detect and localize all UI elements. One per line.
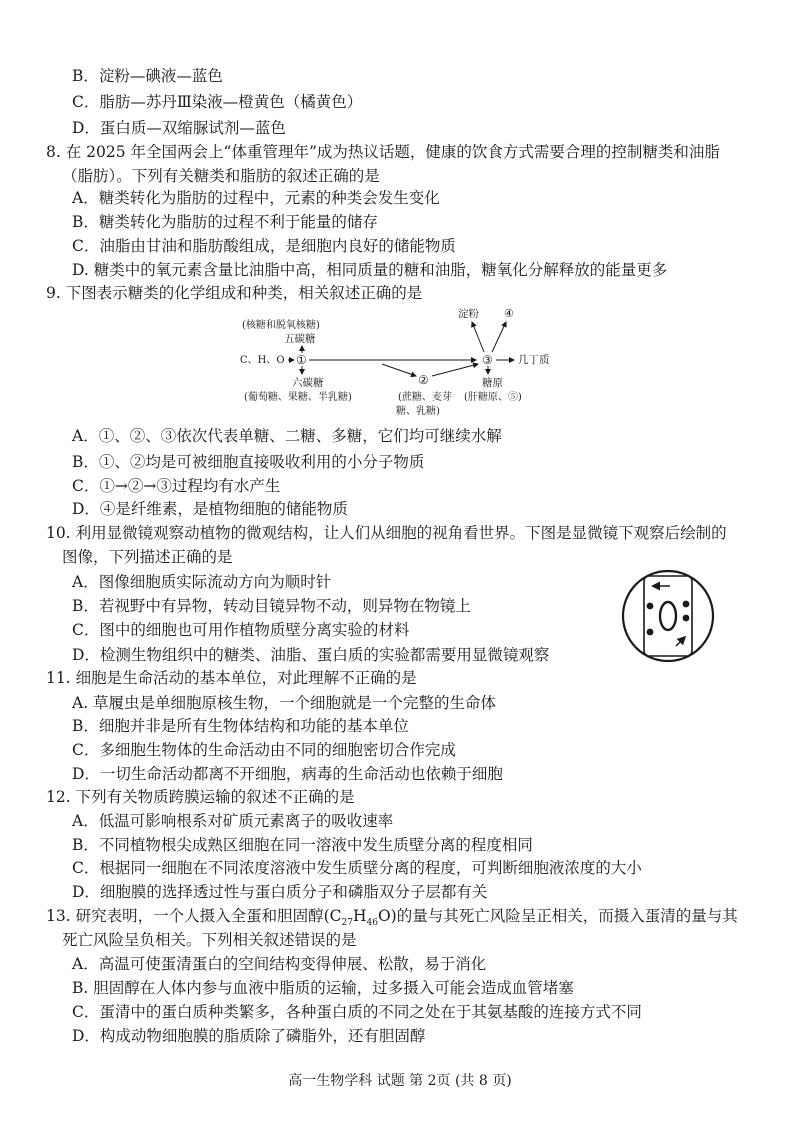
glycogen-label: 糖原 <box>482 377 503 389</box>
q12-option-b: B．不同植物根尖成熟区细胞在同一溶液中发生质壁分离的程度相同 <box>72 836 533 854</box>
disaccharide-detail-line1: (蔗糖、麦芽 <box>398 392 452 403</box>
q10-option-a: A．图像细胞质实际流动方向为顺时针 <box>72 573 332 591</box>
q10-option-b: B．若视野中有异物，转动目镜异物不动，则异物在物镜上 <box>72 597 471 615</box>
q8-option-d: D. 糖类中的氧元素含量比油脂中高，相同质量的糖和油脂，糖氧化分解释放的能量更多 <box>72 261 668 279</box>
field-of-view-circle <box>623 571 713 661</box>
hexose-detail-label: (葡萄糖、果糖、半乳糖) <box>244 392 352 403</box>
q9-stem: 9. 下图表示糖类的化学组成和种类，相关叙述正确的是 <box>46 284 423 302</box>
q12-stem: 12. 下列有关物质跨膜运输的叙述不正确的是 <box>46 788 355 806</box>
q11-option-d: D．一切生命活动都离不开细胞，病毒的生命活动也依赖于细胞 <box>72 765 503 783</box>
q8-stem-line2: （脂肪）。下列有关糖类和脂肪的叙述正确的是 <box>62 167 380 185</box>
q13-option-c: C．蛋清中的蛋白质种类繁多，各种蛋白质的不同之处在于其氨基酸的连接方式不同 <box>72 1003 642 1021</box>
pentose-detail-label: (核糖和脱氧核糖) <box>242 320 320 331</box>
page-footer: 高一生物学科 试题 第 2页 (共 8 页) <box>288 1073 512 1089</box>
q9-option-b: B．①、②均是可被细胞直接吸收利用的小分子物质 <box>72 453 425 471</box>
q11-option-c: C．多细胞生物体的生命活动由不同的细胞密切合作完成 <box>72 741 456 759</box>
node-3: ③ <box>482 353 493 367</box>
q8-option-a: A．糖类转化为脂肪的过程中，元素的种类会发生变化 <box>72 189 440 207</box>
q7-option-b: B．淀粉—碘液—蓝色 <box>72 67 223 85</box>
q9-option-a: A．①、②、③依次代表单糖、二糖、多糖，它们均可继续水解 <box>72 427 502 445</box>
pentose-label: 五碳糖 <box>284 333 316 345</box>
q13-stem-part2: O)的量与其死亡风险呈正相关，而摄入蛋清的量与其 <box>377 907 738 925</box>
q8-option-c: C．油脂由甘油和脂肪酸组成，是细胞内良好的储能物质 <box>72 237 456 255</box>
q13-option-d: D．构成动物细胞膜的脂质除了磷脂外，还有胆固醇 <box>72 1027 426 1045</box>
chitin-label: 几丁质 <box>518 354 550 366</box>
chloroplast <box>683 615 690 622</box>
q13-option-b: B. 胆固醇在人体内参与血液中脂质的运输，过多摄入可能会造成血管堵塞 <box>72 979 574 997</box>
q10-stem-line1: 10. 利用显微镜观察动植物的微观结构，让人们从细胞的视角看世界。下图是显微镜下观察后绘制的 <box>46 524 727 542</box>
vacuole <box>660 602 676 630</box>
q13-stem-part1: 13. 研究表明，一个人摄入全蛋和胆固醇(C <box>46 907 342 925</box>
sugar-classification-diagram <box>232 304 562 422</box>
q12-option-d: D．细胞膜的选择透过性与蛋白质分子和磷脂双分子层都有关 <box>72 883 488 901</box>
q10-option-c: C．图中的细胞也可用作植物质壁分离实验的材料 <box>72 621 410 639</box>
q13-stem-line2: 死亡风险呈负相关。下列相关叙述错误的是 <box>62 931 357 949</box>
microscope-field-figure <box>612 568 724 664</box>
formula-h: H <box>352 907 367 925</box>
chloroplast <box>647 629 654 636</box>
q10-option-d: D．检测生物组织中的糖类、油脂、蛋白质的实验都需要用显微镜观察 <box>72 646 550 664</box>
starch-label: 淀粉 <box>458 308 479 320</box>
q11-stem: 11. 细胞是生命活动的基本单位，对此理解不正确的是 <box>46 669 417 687</box>
q12-option-a: A．低温可影响根系对矿质元素离子的吸收速率 <box>72 812 394 830</box>
chloroplast <box>683 601 690 608</box>
q7-option-d: D．蛋白质—双缩脲试剂—蓝色 <box>72 119 286 137</box>
node-2: ② <box>418 373 429 387</box>
q11-option-a: A. 草履虫是单细胞原核生物，一个细胞就是一个完整的生命体 <box>72 694 497 712</box>
q13-option-a: A．高温可使蛋清蛋白的空间结构变得伸展、松散，易于消化 <box>72 955 487 973</box>
formula-subscript-c: 27 <box>341 918 353 929</box>
chloroplast <box>647 603 654 610</box>
q11-option-b: B．细胞并非是所有生物体结构和功能的基本单位 <box>72 717 409 735</box>
q7-option-c: C．脂肪—苏丹Ⅲ染液—橙黄色（橘黄色） <box>72 93 363 111</box>
q9-option-d: D．④是纤维素，是植物细胞的储能物质 <box>72 500 348 518</box>
formula-subscript-h: 46 <box>366 918 378 929</box>
q12-option-c: C．根据同一细胞在不同浓度溶液中发生质壁分离的程度，可判断细胞液浓度的大小 <box>72 859 642 877</box>
node-1: ① <box>296 353 307 367</box>
q8-stem-line1: 8. 在 2025 年全国两会上“体重管理年”成为热议话题，健康的饮食方式需要合理的控制糖类和油脂 <box>46 143 720 161</box>
q9-option-c: C．①→②→③过程均有水产生 <box>72 477 281 495</box>
q8-option-b: B．糖类转化为脂肪的过程不利于能量的储存 <box>72 213 378 231</box>
arrow-to-2 <box>382 364 416 376</box>
flow-arrow-bottom <box>676 638 684 646</box>
arrow-3-to-starch <box>472 322 484 352</box>
hexose-label: 六碳糖 <box>292 377 324 389</box>
glycogen-detail-label: (肝糖原、⑤) <box>464 392 522 403</box>
arrow-3-to-4 <box>492 322 506 352</box>
arrow-2-to-3 <box>432 364 478 376</box>
disaccharide-detail-line2: 糖、乳糖) <box>396 406 440 417</box>
node-4: ④ <box>504 307 514 320</box>
elements-label: C、H、O <box>240 355 285 366</box>
q10-stem-line2: 图像，下列描述正确的是 <box>62 548 233 566</box>
